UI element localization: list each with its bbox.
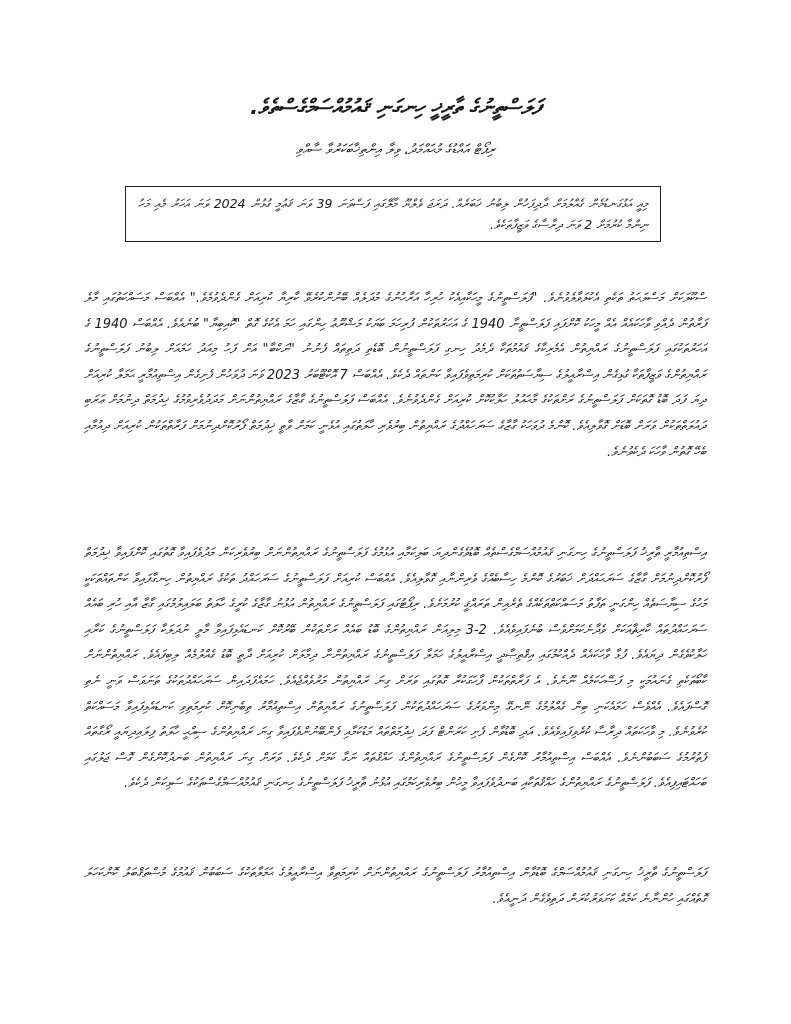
abstract-text: މިއީ އަޅުގަނޑުމެން ގެއްލުމަށް ދާދިފަހުން ލިބުނު ޚަބަރެއް. ދަރަޖަ ވެލްޔޫ މާލޭގައި ފަސްވަނަ 39 ވަނަ ޤަޢުމީ ގުޅުން 2024 ވަނަ އަހަރު މެއި މަހު ނިންމާ ކުރުމަށް 2 ވަނަ ދިރާސާގެ ވަޒީފާތަކެވެ. [138, 196, 648, 232]
abstract-box [125, 186, 661, 242]
author-byline: ރިޕޯޓް އައްޑުގެ މުޙައްމަދު، ވިލާ އިންތިޚާބަކަރުވާ ސާއްވި [295, 142, 496, 158]
body-paragraph-2: އިސްތިއުމާރީ ތާރީޚު ފަލަސްތީނުގެ ހިނގަނި ޤައުމުއްސަމްގެސްތެއް ބޮޑުވެގެންދިޔަ ބަލިކަމާއި އުޅުމުގެ ފަލަސްތީނުގެ ރައްޔިތުންނަށް ބިރުވެރިކަން މަދުވެފައިވާ ގޮތުގައި ކޮށްފައިވާ ޚިދުމަތް ފޯރުކޮށްދިނުމަށް ގާޒާގެ ސަރަޙައްދަށް ޚަބަރުގެ ކޮންމެ ހިސާބެއްގެ ވެރިންނާއި ގޮވާލިއެވެ. އެއްބަސް ކުރިއަށް ފަލަސްތީނުގެ ސަރަހައްދު ތަކުގެ ރައްޔިތުން ހިނގާފައިވާ ކަންތައްތަކަކީ މަހުގެ ސިޔާސަތެއް ހިންގަނީ ތަފާތު މަސައްކަތްތަކެއްގެ ތެރެއިން ތަރައްޤީ ކުރުމަށެވެ. ރިޕޯޓުގައި ފަލަސްތީނުގެ ރައްޔިތުން އުޅުނު ގާޒާގެ ކުރީގެ ހާލަތު ބަލައިލުމުގައި ގާޒާ އާއި ހުރި ބައެއް ސަރަހައްދުތައް ކާރިޘާއަކަށް ވެދާނެކަމަށްވެސް ބުނެފައިވެއެވެ. 2-3 މިލިއަން ރައްޔިތުންގެ ބޮޑު ބައެއް ރަށްތަކުން ބޭރުކޮށް ކަނޑައެޅިފައިވާ މާލީ ނުދަލަކާ ފަލަސްތީނުގެ ކަރާއި ހަލާކުވެގެން ދިޔައެވެ. ފުޅާ ވާހަކައެއް ދެއްކުމުގައި އިޤްތިޞާދީ އިސްރާއީލުގެ ހަމަލާ ފަލަސްތީނުގެ ރައްޔިތުންނާ ދިމާލަށް ކުރިއަށް ދާތީ ބޮޑު ގެއްލުމެއް ލިބިފައެވެ. ރައްޔިތުންނަށް ކާބޯތަކެތި ގެނައުމަކީ މި ފަސޭހަކަމެއް ނޫނެވެ. އެ ފަރާތްތަކުން ފާހަގަކުރާ ގޮތުގައި ވަރަށް ގިނަ ރައްޔިތުން މަރުވެއްޖެއެވެ. ހަމައެފަދައިން ސަރަހައްދުތަކުގެ ތަނަވަސް ވަނީ ނެތި ގޮސްފައެވެ. އެއްވެސް ހަމައެކަނި ބިން ގެއްލުމުގެ ނޭނގޭ މިންވަރުގެ ސަރަހައްދުތަކުން ފަލަސްތީނުގެ ރައްޔިތުން އިސްތިއުމާރު ތިބެނިކޮށް ކުރިމަތިވި ކަނޑައެޅިފައިވާ މަސައްކަތް ކުރެވުނެވެ. މި ވާހަކަތައް ދިރާސާ ކުރެވިފައިވެއެވެ. އަދި ބޮޑުވާން ފެށި ކަރަންޓް ފަދަ ޚިދުމަތްތައް މަޑުކަމާއި ފެންބޭނުންވެފައިވާ ގިނަ ރައްޔިތުންގެ ސިއްޙީ ހާލަތު ފިލައިދިޔައީ ރޯގާތައް ފެތުރުމުގެ ސަބަބުންނެވެ. އެއްބަސް އިސްތިއުމާރު ކޮށްގެން ފަލަސްތީނުގެ ރައްޔިތުންގެ ހައްޤުތައް ނަގާ ކަމަށް ދެކެވެ. ވަރަށް ގިނަ ރައްޔިތުން ބަނދުކޮށްގެން ގޮސް ޖަލުގައި ބަހައްޓައިފިއެވެ. ފަލަސްތީނުގެ ރައްޔިތުންގެ ހައްޤުތަކާއި ބަނދުވެފައިވާ މީހުން ބިރުވެރިކަމުގައި އުޅުނު ތާރީޚު ފަލަސްތީނުގެ ހިނގަނި ޤައުމުއްސަމްގެސްތަކުގެ ސަޅިކަން ދެކެވެ. [84, 546, 706, 792]
document-title: ފަލަސްތީނުގެ ތާރީޚީ ހިނގަނި ޤައުމުއްސަމްގެސްތެވެ. [250, 95, 541, 119]
body-paragraph-3: ފަލަސްތީނުގެ ތާރީޚު ހިނގަނި ޤައުމުއްސަމްގެ ބޮޑުވާން އިސްތިއުމާރު ފަލަސްތީނުގެ ރައްޔިތުންނަށް ކުރިމަތިވާ އިސްރާއީލުގެ ޙަމަލާތަކުގެ ސަބަބުން ޤައުމުގެ މުސްތަޤްބަލު ކޮންކަހަލަ ގޮތެއްގައި ހުންނާނެ ކަމެއް ކަށަވަރުކުރަން ދަތިވެގެން ދަނީއެވެ. [84, 866, 706, 907]
body-paragraph-1: ސްކޫލަކަށް މަސްލަޙަތު ތަކެތި އެކުލަވާލެވުނެވެ. "ފަލަސްތީނުގެ މީހަކާއިއެކު ހުރިހާ އަރާހުނުގެ މުދަލެއް ބޭނުންކުރެވޭ ކާރިޔާ ކުރިއަށް ގެންދެވުމެވެ." އެއްބަސް މަސައްކަތުގައި މާލެ ފަރާތުން ދެއްވި ވާހަކައެއް އެއް މީހަކު ކޮށްފައި ފަލަސްތީނާ 1940 ގެ އަހަރުތަކުން ފުރިހަމަ ބަޔަކު މަޝްރޫޢު ހިންގައި ހަމަ އެކުގެ ގޮތް "ކޮއިބިޔާ" ބުނެއެވެ. އެއްބަސް 1940 ގެ އަހަރުތަކުގައި ފަލަސްތީނުގެ ރައްޔިތުން އެމެރިކާގެ ޤައުމުތަކާ ދެމެދު ހިނގި ފަލަސްތީނުން ބޮޑެތި ދަތިތައް ފެނުނު "ނަކްބާ" އަށް ފަހު މިއަދު ހަމައަށް ލިބުނު ފަލަސްތީނުގެ ރައްޔިތުންގެ ވަޒީފާތަކާ ގުޅިގެން އިސްރާއީލުގެ ސިޔާސަތުތަކަށް ކުރިމަތިވެފައިވާ ކަންތައް ދެކެވެ. އެއްބަސް 7 އޮކްޓޫބަރު 2023 ވަނަ ދުވަހުން ފެށިގެން އިސްތިއުމާރީ ޙަމަލާ ކުރިއަށް ދިޔަ ފަދަ ބޮޑު ގޮތަކަށް ފަލަސްތީނުގެ ރަށްތަކުގެ މާޙައުލު ހަލާކުކޮށް ކުރިއަށް ގެންދެވުނެވެ. އެއްބަސް ފަލަސްތީނުގެ ގާޒާގެ ރައްޔިތުންނަށް މަދަދުވެރިވުމުގެ ޚިދުމަތް ދިނުމަށް ޢަރަބި ދައުލަތްތަކުން ވަރަށް ބޮޑަށް ގޮވާލިއެވެ. ކޮންމެ ދުވަހަކު ގާޒާގެ ސަރަހައްދުގެ ރައްޔިތުން ބިރުވެރި ހާލަތުގައި އުޅެނީ ކަމަށް ވާތީ ޚިދުމަތް ފޯރުކޮށްދިނުމަށް ފަރާތްތަކުން ކުރިއަށް ދިއުމާއި ބެހޭ ގޮތުން ވާހަކަ ދެކެވުނެވެ. [84, 291, 707, 460]
